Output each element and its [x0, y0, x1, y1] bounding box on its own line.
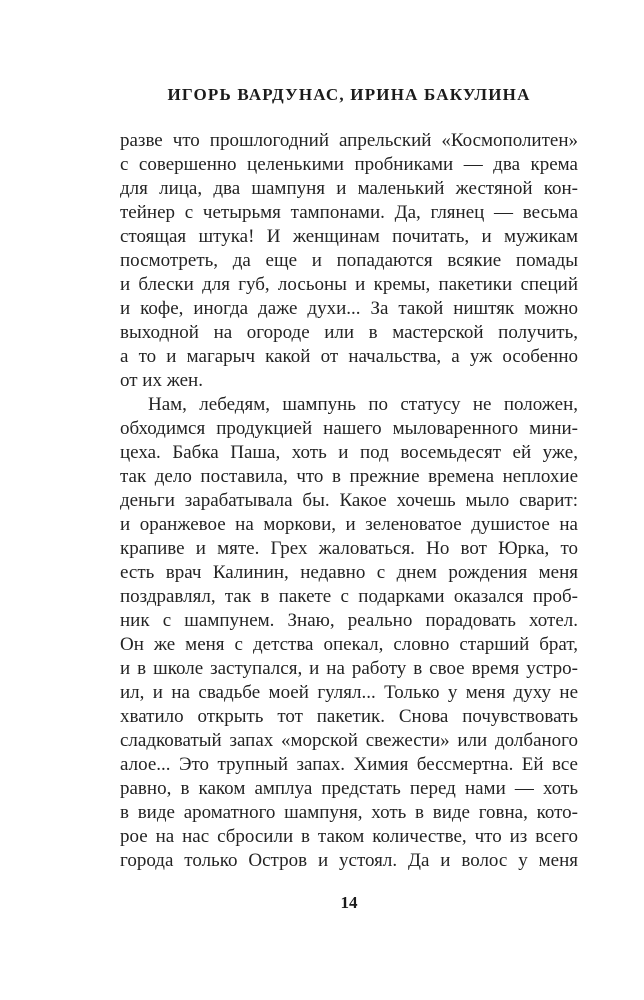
text-line: обходимся продукцией нашего мыловаренного мини- [120, 418, 578, 439]
text-line: деньги зарабатывала бы. Какое хочешь мыло сварит: [120, 490, 578, 511]
running-header: ИГОРЬ ВАРДУНАС, ИРИНА БАКУЛИНА [167, 85, 531, 104]
text-line: алое... Это трупный запах. Химия бессмертна. Ей все [120, 754, 578, 775]
text-line: равно, в каком амплуа предстать перед нами — хоть [120, 778, 578, 799]
paragraph [120, 393, 578, 873]
text-line: ник с шампунем. Знаю, реально порадовать хотел. [120, 610, 578, 631]
text-line: города только Остров и устоял. Да и волос у меня [120, 850, 578, 871]
text-line: ил, и на свадьбе моей гулял... Только у меня духу не [120, 682, 578, 703]
text-line: тейнер с четырьмя тампонами. Да, глянец — весьма [120, 202, 578, 223]
text-line: цеха. Бабка Паша, хоть и под восемьдесят ей уже, [120, 442, 578, 463]
text-line: рое на нас сбросили в таком количестве, что из всего [120, 826, 578, 847]
text-line: есть врач Калинин, недавно с днем рождения меня [120, 562, 578, 583]
text-line: стоящая штука! И женщинам почитать, и мужикам [120, 226, 578, 247]
text-line: посмотреть, да еще и попадаются всякие помады [120, 250, 578, 271]
text-line: поздравлял, так в пакете с подарками оказался проб- [120, 586, 578, 607]
text-line: так дело поставила, что в прежние времена неплохие [120, 466, 578, 487]
body-text [120, 129, 578, 873]
text-line: и оранжевое на моркови, и зеленоватое душистое на [120, 514, 578, 535]
page-number: 14 [340, 893, 358, 912]
text-line: и в школе заступался, и на работу в свое время устро- [120, 658, 578, 679]
text-line: Он же меня с детства опекал, словно старший брат, [120, 634, 578, 655]
text-line: разве что прошлогодний апрельский «Космополитен» [120, 130, 578, 151]
text-line: и кофе, иногда даже духи... За такой ништяк можно [120, 298, 578, 319]
text-line: хватило открыть тот пакетик. Снова почувствовать [120, 706, 578, 727]
paragraph [120, 129, 578, 393]
text-line: и блески для губ, лосьоны и кремы, пакетики специй [120, 274, 578, 295]
text-line: от их жен. [120, 370, 203, 391]
text-line: Нам, лебедям, шампунь по статусу не положен, [148, 394, 578, 415]
text-line: крапиве и мяте. Грех жаловаться. Но вот Юрка, то [120, 538, 578, 559]
text-line: с совершенно целенькими пробниками — два крема [120, 154, 578, 175]
text-line: в виде ароматного шампуня, хоть в виде говна, кото- [120, 802, 578, 823]
text-line: а то и магарыч какой от начальства, а уж особенно [120, 346, 578, 367]
text-line: выходной на огороде или в мастерской получить, [120, 322, 578, 343]
text-line: сладковатый запах «морской свежести» или долбаного [120, 730, 578, 751]
text-line: для лица, два шампуня и маленький жестяной кон- [120, 178, 578, 199]
